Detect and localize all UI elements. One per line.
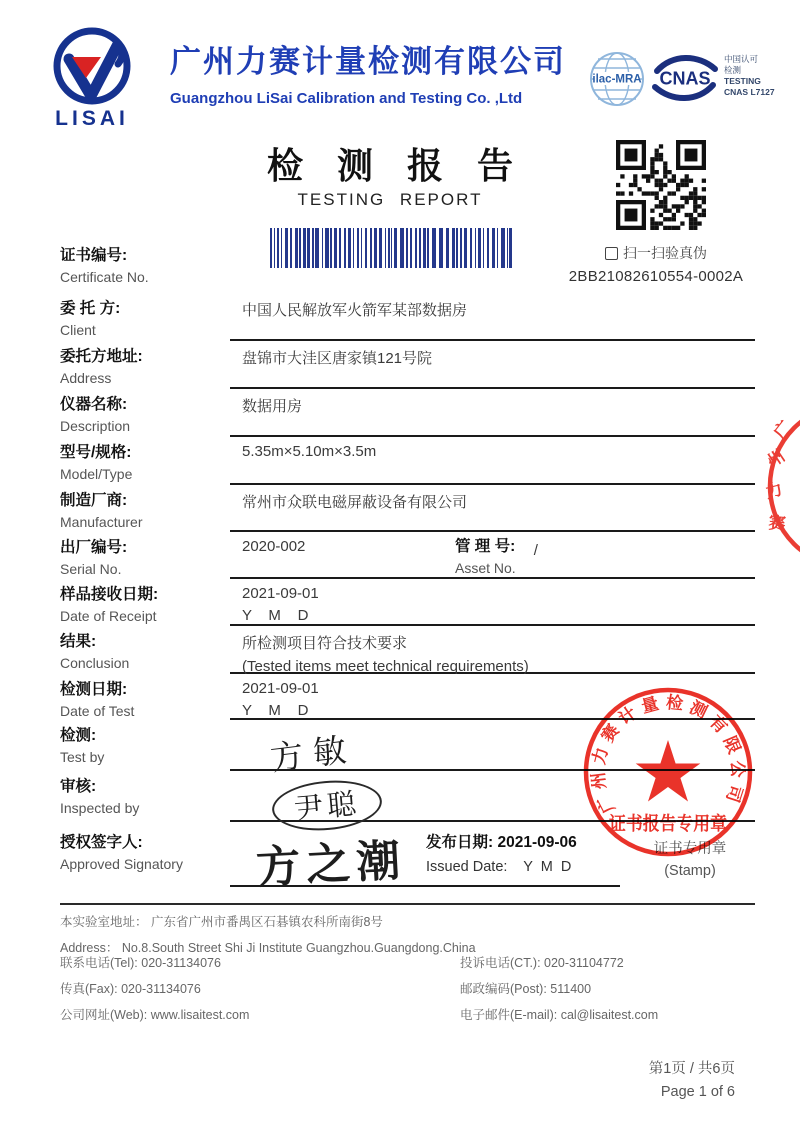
field-label-en: Certificate No. — [60, 269, 149, 285]
field-label-zh: 审核: — [60, 778, 97, 795]
certificate-number: 2BB21082610554-0002A — [568, 268, 744, 285]
field-label-zh: 证书编号: — [60, 247, 128, 264]
field-row-description — [60, 389, 755, 437]
footer-website: 公司网址(Web): www.lisaitest.com — [60, 1008, 250, 1022]
field-label-en: Conclusion — [60, 655, 130, 671]
field-label-en: Model/Type — [60, 466, 133, 482]
page-number: 第1页 / 共6页 Page 1 of 6 — [648, 1061, 735, 1100]
field-label-zh: 授权签字人: — [60, 834, 143, 851]
field-label-zh: 检测: — [60, 727, 97, 744]
field-label-zh: 出厂编号: — [60, 539, 128, 556]
svg-text:州: 州 — [763, 446, 789, 472]
field-row-receipt-date — [60, 579, 755, 626]
field-row-model — [60, 437, 755, 485]
field-label-zh: 样品接收日期: — [60, 586, 159, 603]
field-value: 5.35m×5.10m×3.5m — [242, 443, 377, 460]
footer-tel: 联系电话(Tel): 020-31134076 — [60, 956, 221, 970]
field-row-conclusion — [60, 626, 755, 674]
field-value: 中国人民解放军火箭军某部数据房 — [242, 302, 468, 319]
signature-inspected-by: 尹聪 — [270, 776, 384, 834]
issued-date-en: Issued Date: Y M D — [426, 859, 572, 875]
field-label-en: Address — [60, 370, 112, 386]
field-value: 盘锦市大洼区唐家镇121号院 — [242, 350, 433, 367]
field-row-client — [60, 293, 755, 341]
lab-address-en: Address： No.8.South Street Shi Ji Institute Guangzhou.Guangdong.China — [60, 941, 476, 955]
field-label-zh: 型号/规格: — [60, 444, 132, 461]
field-label-zh: 结果: — [60, 633, 97, 650]
lab-address-zh: 本实验室地址： 广东省广州市番禺区石碁镇农科所南街8号 — [60, 915, 383, 929]
svg-text:力: 力 — [763, 479, 785, 502]
ymd-hint: Y M D — [242, 702, 309, 719]
report-title-zh: 检测报告 — [266, 145, 547, 186]
field-row-manufacturer — [60, 485, 755, 532]
field-value: / — [533, 542, 538, 559]
svg-text:CNAS: CNAS — [659, 68, 711, 89]
company-name-zh: 广州力赛计量检测有限公司 — [170, 44, 566, 79]
scan-frame-icon — [605, 247, 618, 260]
footer-divider — [60, 903, 755, 905]
field-label-zh: 制造厂商: — [60, 492, 128, 509]
field-label-zh: 委托方地址: — [60, 348, 143, 365]
field-label-en: Client — [60, 322, 96, 338]
field-label-zh: 仪器名称: — [60, 396, 128, 413]
field-label-en: Description — [60, 418, 131, 434]
field-label-en: Inspected by — [60, 800, 140, 816]
page-edge-seal-stamp — [742, 368, 800, 603]
field-value: 2021-09-01 — [242, 585, 319, 602]
field-value: 常州市众联电磁屏蔽设备有限公司 — [242, 494, 468, 511]
svg-text:证书报告专用章: 证书报告专用章 — [609, 813, 728, 834]
field-value: 2021-09-01 — [242, 680, 319, 697]
cnas-accreditation-text: 中国认可 检测 TESTING CNAS L7127 — [724, 54, 775, 97]
svg-text:广: 广 — [770, 417, 796, 443]
issued-date-zh: 发布日期: 2021-09-06 — [426, 834, 577, 851]
signature-test-by: 方敏 — [268, 728, 359, 779]
scan-hint: 扫一扫验真伪 — [568, 243, 744, 263]
logo-wordmark: LISAI — [55, 107, 129, 130]
svg-text:广州力赛计量检测有限公司: 广州力赛计量检测有限公司 — [588, 692, 748, 817]
field-value: 所检测项目符合技术要求 — [242, 635, 408, 652]
signature-approved: 方之潮 — [255, 835, 408, 894]
field-label-en: Test by — [60, 749, 105, 765]
stamp-note: 证书专用章 (Stamp) — [653, 841, 727, 879]
verify-block — [568, 243, 744, 285]
accreditation-block — [588, 50, 775, 108]
qr-code — [616, 140, 706, 230]
ilac-mra-icon — [588, 50, 646, 108]
field-label-zh: 委 托 方: — [60, 300, 121, 317]
asset-no-block — [455, 534, 538, 576]
footer-contacts — [60, 953, 755, 1031]
field-label-en: Asset No. — [455, 560, 516, 576]
cnas-icon — [652, 50, 718, 106]
footer-fax: 传真(Fax): 020-31134076 — [60, 982, 201, 996]
company-name-en: Guangzhou LiSai Calibration and Testing Co. ,Ltd — [170, 90, 523, 107]
footer-complaint-tel: 投诉电话(CT.): 020-31104772 — [460, 956, 624, 970]
field-row-serial — [60, 532, 755, 579]
field-value-en: (Tested items meet technical requirements) — [242, 658, 529, 675]
field-label-en: Serial No. — [60, 561, 122, 577]
svg-text:赛: 赛 — [767, 513, 787, 534]
footer-email: 电子邮件(E-mail): cal@lisaitest.com — [460, 1008, 659, 1022]
field-label-en: Date of Test — [60, 703, 135, 719]
report-title-en: TESTING REPORT — [297, 190, 483, 209]
footer-postcode: 邮政编码(Post): 511400 — [460, 982, 592, 996]
field-label-zh: 管 理 号: — [455, 538, 516, 555]
company-seal-stamp — [578, 682, 758, 862]
field-label-en: Manufacturer — [60, 514, 143, 530]
field-value: 数据用房 — [242, 398, 303, 415]
ymd-hint: Y M D — [242, 607, 309, 624]
field-label-en: Approved Signatory — [60, 856, 183, 872]
svg-text:ilac-MRA: ilac-MRA — [592, 73, 642, 86]
field-row-address — [60, 341, 755, 389]
field-label-zh: 检测日期: — [60, 681, 128, 698]
lisai-logo-icon — [38, 26, 146, 130]
company-name-block — [170, 36, 590, 107]
field-value: 2020-002 — [242, 538, 306, 555]
field-label-en: Date of Receipt — [60, 608, 157, 624]
certificate-barcode — [270, 228, 515, 268]
